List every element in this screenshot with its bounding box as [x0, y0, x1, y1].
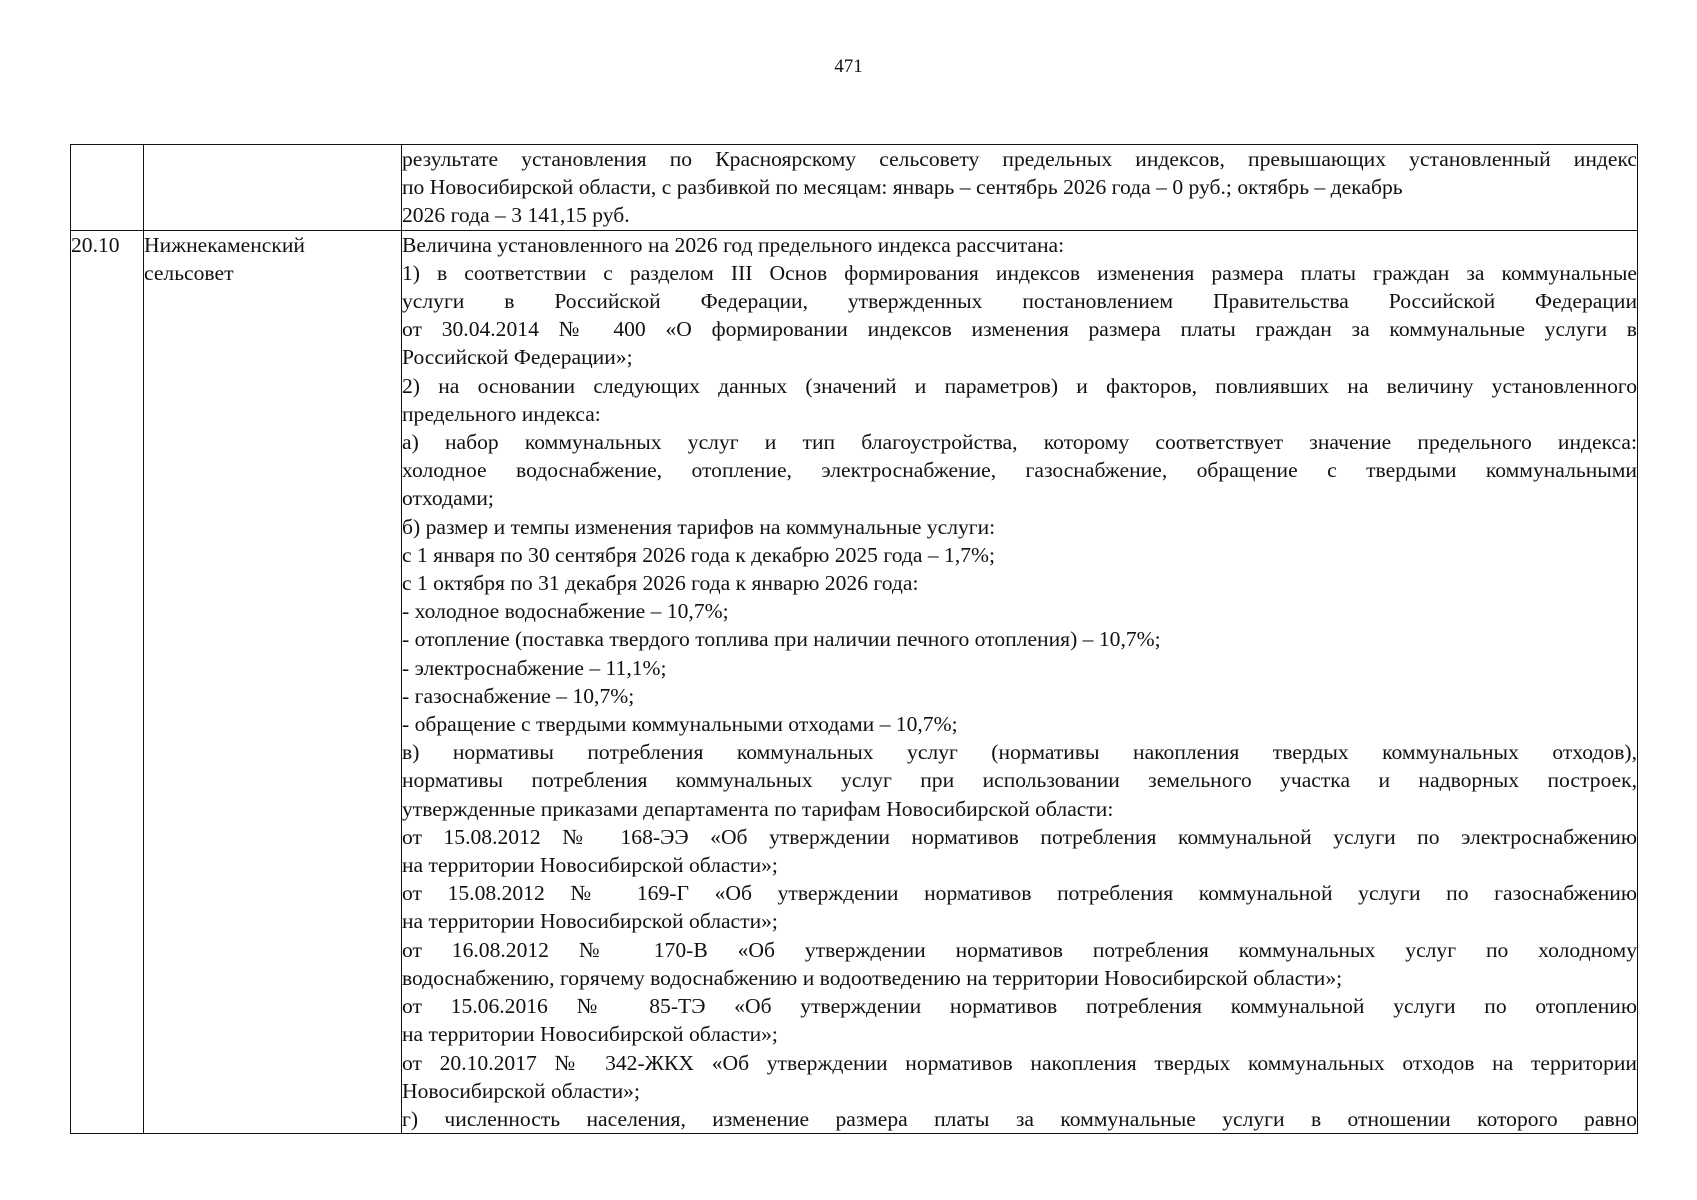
text-line: Новосибирской области»; [402, 1078, 640, 1103]
description-paragraph [402, 654, 1637, 682]
description-cell [402, 230, 1638, 1134]
municipality-name-line: сельсовет [144, 260, 234, 285]
text-line: услуги в Российской Федерации, утвержденных постановлением Правительства Российской Федерации [402, 289, 1637, 314]
description-paragraph [402, 879, 1637, 935]
description-paragraph [402, 992, 1637, 1048]
text-line: холодное водоснабжение, отопление, электроснабжение, газоснабжение, обращение с твердыми коммунальными [402, 458, 1637, 483]
description-paragraph [402, 625, 1637, 653]
text-line: б) размер и темпы изменения тарифов на коммунальные услуги: [402, 514, 996, 539]
row-number-cell [71, 230, 144, 1134]
description-paragraph [402, 1049, 1637, 1105]
text-line: от 30.04.2014 № 400 «О формировании индексов изменения размера платы граждан за коммунальные услуги в [402, 317, 1637, 342]
text-line: 1) в соответствии с разделом III Основ формирования индексов изменения размера платы граждан за коммунальные [402, 260, 1637, 285]
text-line: на территории Новосибирской области»; [402, 909, 778, 934]
description-paragraph [402, 513, 1637, 541]
text-line: с 1 октября по 31 декабря 2026 года к январю 2026 года: [402, 571, 919, 596]
text-line: а) набор коммунальных услуг и тип благоустройства, которому соответствует значение предельного индекса: [402, 430, 1637, 455]
text-line: 2026 года – 3 141,15 руб. [402, 203, 630, 228]
text-line: нормативы потребления коммунальных услуг при использовании земельного участка и надворных построек, [402, 768, 1637, 793]
description-paragraph [402, 231, 1637, 259]
description-paragraph [402, 597, 1637, 625]
text-line: г) численность населения, изменение размера платы за коммунальные услуги в отношении которого равно [402, 1106, 1637, 1131]
description-paragraph [402, 710, 1637, 738]
text-line: Российской Федерации»; [402, 345, 633, 370]
description-paragraph [402, 1105, 1637, 1133]
text-line: утвержденные приказами департамента по тарифам Новосибирской области: [402, 796, 1114, 821]
description-paragraph [402, 145, 1637, 230]
description-paragraph [402, 738, 1637, 823]
text-line: 2) на основании следующих данных (значений и параметров) и факторов, повлиявших на величину установленного [402, 373, 1637, 398]
municipality-name-cell [144, 230, 402, 1134]
table-row [71, 145, 1638, 231]
text-line: отходами; [402, 486, 494, 511]
page-number: 471 [834, 56, 863, 77]
text-line: от 15.08.2012 № 169-Г «Об утверждении нормативов потребления коммунальной услуги по газоснабжению [402, 881, 1637, 906]
text-line: от 15.08.2012 № 168-ЭЭ «Об утверждении нормативов потребления коммунальной услуги по электроснабжению [402, 824, 1637, 849]
document-table [70, 144, 1638, 1134]
description-paragraph [402, 259, 1637, 372]
table-row [71, 230, 1638, 1134]
text-line: по Новосибирской области, с разбивкой по месяцам: январь – сентябрь 2026 года – 0 руб.; октябрь – декабрь [402, 175, 1403, 200]
text-line: в) нормативы потребления коммунальных услуг (нормативы накопления твердых коммунальных отходов), [402, 740, 1637, 765]
municipality-name-line: Нижнекаменский [144, 232, 305, 257]
text-line: от 20.10.2017 № 342-ЖКХ «Об утверждении нормативов накопления твердых коммунальных отходов на территории [402, 1050, 1637, 1075]
description-paragraph [402, 823, 1637, 879]
text-line: с 1 января по 30 сентября 2026 года к декабрю 2025 года – 1,7%; [402, 542, 996, 567]
description-paragraph [402, 569, 1637, 597]
text-line: от 15.06.2016 № 85-ТЭ «Об утверждении нормативов потребления коммунальной услуги по отоплению [402, 994, 1637, 1019]
text-line: на территории Новосибирской области»; [402, 1022, 778, 1047]
text-line: на территории Новосибирской области»; [402, 853, 778, 878]
description-paragraph [402, 428, 1637, 513]
municipality-name-cell [144, 145, 402, 231]
text-line: - газоснабжение – 10,7%; [402, 683, 635, 708]
description-paragraph [402, 541, 1637, 569]
text-line: водоснабжению, горячему водоснабжению и водоотведению на территории Новосибирской области»; [402, 965, 1343, 990]
text-line: - электроснабжение – 11,1%; [402, 655, 667, 680]
text-line: - обращение с твердыми коммунальными отходами – 10,7%; [402, 712, 958, 737]
row-number: 20.10 [71, 232, 120, 257]
description-cell [402, 145, 1638, 231]
text-line: предельного индекса: [402, 401, 601, 426]
text-line: Величина установленного на 2026 год предельного индекса рассчитана: [402, 232, 1065, 257]
description-paragraph [402, 682, 1637, 710]
description-paragraph [402, 372, 1637, 428]
row-number-cell [71, 145, 144, 231]
text-line: - отопление (поставка твердого топлива при наличии печного отопления) – 10,7%; [402, 627, 1161, 652]
text-line: - холодное водоснабжение – 10,7%; [402, 599, 729, 624]
text-line: результате установления по Красноярскому сельсовету предельных индексов, превышающих установленный индекс [402, 147, 1637, 171]
text-line: от 16.08.2012 № 170-В «Об утверждении нормативов потребления коммунальных услуг по холодному [402, 937, 1637, 962]
description-paragraph [402, 936, 1637, 992]
table-body [71, 145, 1638, 1134]
